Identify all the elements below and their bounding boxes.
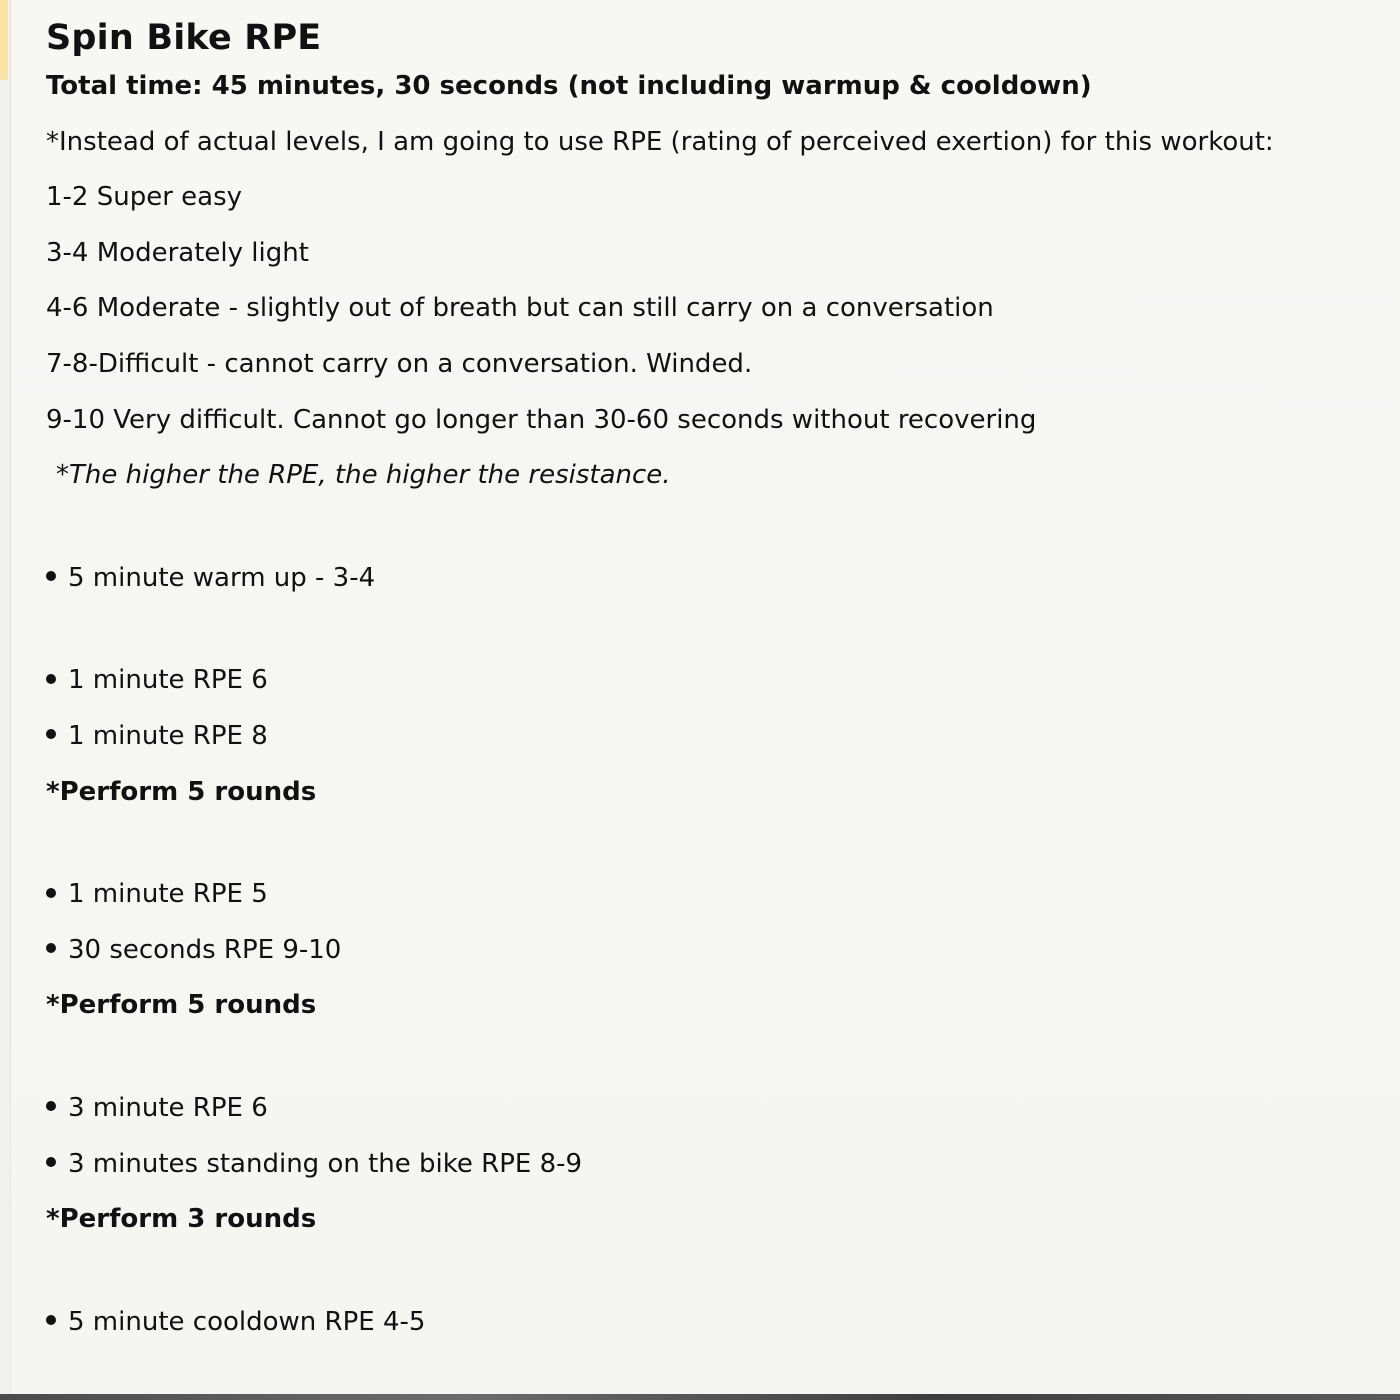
block2-item-text: 1 minute RPE 5 (68, 879, 268, 910)
block3-item-text: 3 minute RPE 6 (68, 1092, 268, 1123)
left-accent-strip (0, 0, 8, 80)
blank-line (46, 615, 1376, 662)
document-title: Spin Bike RPE (46, 18, 322, 58)
bullet-icon (46, 1101, 56, 1111)
left-margin (0, 0, 10, 1394)
block1-item-2 (46, 718, 1376, 754)
warmup-text: 5 minute warm up - 3-4 (68, 562, 376, 593)
block2-item-text: 30 seconds RPE 9-10 (68, 934, 342, 965)
bullet-icon (46, 729, 56, 739)
block2-item-2 (46, 932, 1376, 968)
scale-item-4: 7-8-Difficult - cannot carry on a conversation. Winded. (46, 348, 753, 379)
block3-item-1 (46, 1090, 1376, 1126)
document-content (46, 14, 1376, 1359)
total-time: Total time: 45 minutes, 30 seconds (not including warmup & cooldown) (46, 71, 1092, 101)
block3-item-text: 3 minutes standing on the bike RPE 8-9 (68, 1148, 583, 1179)
cooldown-item (46, 1304, 1376, 1340)
bullet-icon (46, 888, 56, 898)
bullet-icon (46, 1315, 56, 1325)
block3-rounds: *Perform 3 rounds (46, 1204, 317, 1235)
blank-line (46, 513, 1376, 560)
scale-item-3: 4-6 Moderate - slightly out of breath but can still carry on a conversation (46, 293, 994, 324)
bullet-icon (46, 674, 56, 684)
blank-line (46, 1043, 1376, 1090)
document-page (10, 0, 1400, 1394)
bullet-icon (46, 1157, 56, 1167)
bullet-icon (46, 943, 56, 953)
scale-item-1: 1-2 Super easy (46, 182, 243, 213)
block1-rounds: *Perform 5 rounds (46, 776, 317, 807)
blank-line (46, 1257, 1376, 1304)
intro-text: *Instead of actual levels, I am going to use RPE (rating of perceived exertion) for this workout: (46, 126, 1274, 157)
block2-item-1 (46, 876, 1376, 912)
cooldown-text: 5 minute cooldown RPE 4-5 (68, 1306, 426, 1337)
scale-item-2: 3-4 Moderately light (46, 237, 309, 268)
bullet-icon (46, 571, 56, 581)
block1-item-text: 1 minute RPE 6 (68, 665, 268, 696)
block3-item-2 (46, 1146, 1376, 1182)
scale-item-5: 9-10 Very difficult. Cannot go longer than 30-60 seconds without recovering (46, 404, 1037, 435)
block2-rounds: *Perform 5 rounds (46, 990, 317, 1021)
resistance-note: *The higher the RPE, the higher the resistance. (56, 460, 671, 491)
warmup-item (46, 560, 1376, 596)
block1-item-text: 1 minute RPE 8 (68, 720, 268, 751)
block1-item-1 (46, 662, 1376, 698)
blank-line (46, 829, 1376, 876)
bottom-image-strip (0, 1394, 1400, 1400)
